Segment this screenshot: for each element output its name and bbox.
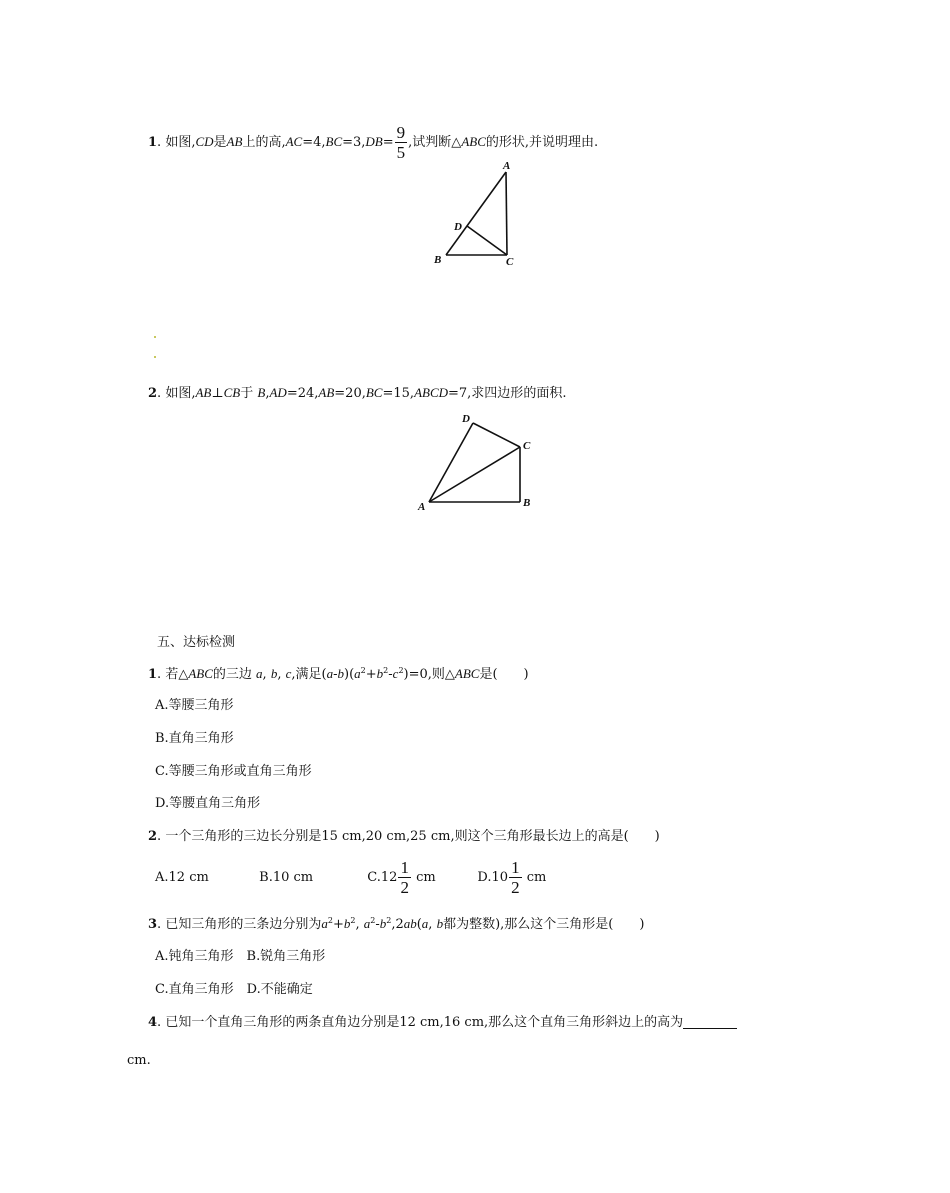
section-title: 五、达标检测 xyxy=(157,635,236,650)
speck xyxy=(154,336,156,338)
question-number: 1 xyxy=(148,667,158,682)
fraction: $\frac{1}{2}$ xyxy=(400,858,409,897)
label-B: B xyxy=(434,254,442,266)
problem-2: 2. 如图,AB⊥CB于 B,AD=24,AB=20,BC=15,ABCD=7,求四边形的面积. xyxy=(148,385,567,401)
label-C: C xyxy=(523,440,531,452)
question-3-options-row-2: C.直角三角形 D.不能确定 xyxy=(155,982,313,997)
question-3-options-row-1: A.钝角三角形 B.锐角三角形 xyxy=(155,949,326,964)
option-d: D.等腰直角三角形 xyxy=(155,796,261,811)
question-number: 3 xyxy=(148,917,158,932)
option-c: C.等腰三角形或直角三角形 xyxy=(155,764,312,779)
question-4: 4. 已知一个直角三角形的两条直角边分别是12 cm,16 cm,那么这个直角三角形斜边上的高为 xyxy=(148,1014,737,1032)
option-a: A.12 cm xyxy=(155,870,209,885)
question-number: 4 xyxy=(148,1015,158,1030)
answer-blank[interactable] xyxy=(683,1014,737,1029)
problem-number: 2 xyxy=(148,386,158,401)
option-b: B.直角三角形 xyxy=(155,731,234,746)
label-D: D xyxy=(454,221,462,233)
option-b: B.10 cm xyxy=(259,870,314,885)
label-A: A xyxy=(503,160,511,172)
figure-1-triangle xyxy=(425,158,535,273)
option-c: C.12 $\frac{1}{2}$ cm xyxy=(367,858,436,897)
problem-number: 1 xyxy=(148,135,158,150)
figure-2-quadrilateral xyxy=(412,410,542,515)
label-B: B xyxy=(523,497,531,509)
label-A: A xyxy=(418,501,426,513)
question-1: 1. 若△ABC的三边 a, b, c,满足$(a-b)(a^2+b^2-c^2)=0$,则△ABC是( ) xyxy=(148,666,529,682)
fraction: $\frac{9}{5}$ xyxy=(396,123,406,162)
question-2-options xyxy=(155,858,546,898)
label-D: D xyxy=(462,413,470,425)
fraction: $\frac{1}{2}$ xyxy=(511,858,520,897)
speck xyxy=(154,356,156,358)
problem-1: 1. 如图,CD是AB上的高,AC=4,BC=3,DB= $\frac{9}{5}$ ,试判断△ABC的形状,并说明理由. xyxy=(148,123,599,162)
question-2: 2. 一个三角形的三边长分别是15 cm,20 cm,25 cm,则这个三角形最长边上的高是( ) xyxy=(148,829,660,844)
option-d: D.10 $\frac{1}{2}$ cm xyxy=(477,858,547,897)
question-3: 3. 已知三角形的三条边分别为$a^2+b^2$, $a^2-b^2,2ab(a$, b都为整数),那么这个三角形是( ) xyxy=(148,916,645,932)
question-number: 2 xyxy=(148,829,158,844)
label-C: C xyxy=(506,256,514,268)
option-a: A.等腰三角形 xyxy=(155,698,234,713)
question-4-tail: cm. xyxy=(127,1053,151,1068)
